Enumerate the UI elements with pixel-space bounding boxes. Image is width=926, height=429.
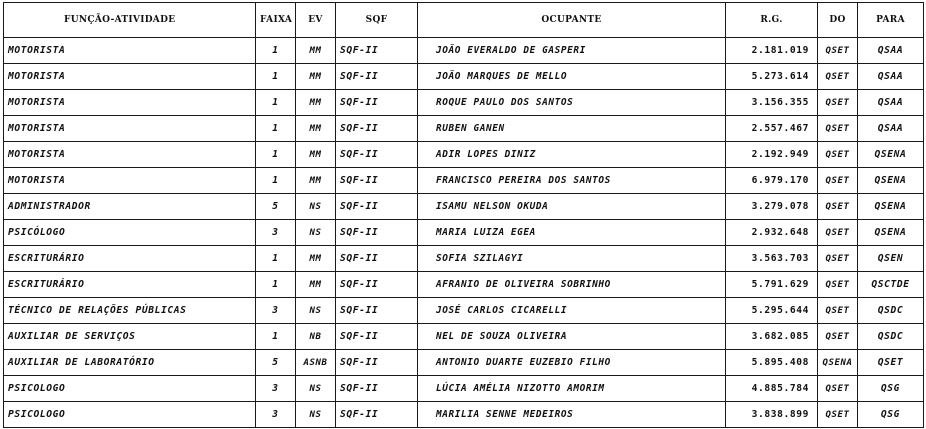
header-faixa: FAIXA bbox=[256, 3, 296, 38]
cell-funcao: PSICÓLOGO bbox=[4, 220, 256, 246]
cell-ev: MM bbox=[296, 168, 336, 194]
cell-sqf: SQF-II bbox=[336, 38, 418, 64]
cell-ocupante: ADIR LOPES DINIZ bbox=[418, 142, 726, 168]
cell-funcao: MOTORISTA bbox=[4, 38, 256, 64]
cell-sqf: SQF-II bbox=[336, 194, 418, 220]
cell-funcao: MOTORISTA bbox=[4, 116, 256, 142]
cell-faixa: 3 bbox=[256, 402, 296, 428]
cell-faixa: 3 bbox=[256, 220, 296, 246]
header-ocupante: OCUPANTE bbox=[418, 3, 726, 38]
cell-sqf: SQF-II bbox=[336, 168, 418, 194]
cell-do: QSET bbox=[818, 402, 858, 428]
cell-rg: 3.682.085 bbox=[726, 324, 818, 350]
table-row bbox=[4, 272, 924, 298]
header-sqf: SQF bbox=[336, 3, 418, 38]
cell-ev: NS bbox=[296, 376, 336, 402]
cell-ev: NS bbox=[296, 402, 336, 428]
cell-funcao: ESCRITURÁRIO bbox=[4, 246, 256, 272]
cell-funcao: ADMINISTRADOR bbox=[4, 194, 256, 220]
cell-ocupante: MARIA LUIZA EGEA bbox=[418, 220, 726, 246]
cell-para: QSENA bbox=[858, 168, 924, 194]
cell-funcao: MOTORISTA bbox=[4, 64, 256, 90]
cell-do: QSET bbox=[818, 272, 858, 298]
table-row bbox=[4, 64, 924, 90]
table-row bbox=[4, 168, 924, 194]
cell-ocupante: AFRANIO DE OLIVEIRA SOBRINHO bbox=[418, 272, 726, 298]
cell-ocupante: LÚCIA AMÉLIA NIZOTTO AMORIM bbox=[418, 376, 726, 402]
cell-funcao: PSICOLOGO bbox=[4, 376, 256, 402]
cell-faixa: 5 bbox=[256, 194, 296, 220]
cell-para: QSENA bbox=[858, 142, 924, 168]
cell-rg: 6.979.170 bbox=[726, 168, 818, 194]
cell-funcao: MOTORISTA bbox=[4, 90, 256, 116]
cell-para: QSG bbox=[858, 402, 924, 428]
cell-ocupante: NEL DE SOUZA OLIVEIRA bbox=[418, 324, 726, 350]
cell-faixa: 1 bbox=[256, 116, 296, 142]
transfer-table bbox=[3, 2, 924, 428]
cell-do: QSET bbox=[818, 194, 858, 220]
cell-ev: MM bbox=[296, 116, 336, 142]
cell-do: QSET bbox=[818, 246, 858, 272]
cell-para: QSAA bbox=[858, 64, 924, 90]
header-ev: EV bbox=[296, 3, 336, 38]
cell-ocupante: RUBEN GANEN bbox=[418, 116, 726, 142]
table-row bbox=[4, 220, 924, 246]
cell-ev: MM bbox=[296, 64, 336, 90]
header-row bbox=[4, 3, 924, 38]
cell-para: QSDC bbox=[858, 324, 924, 350]
cell-ev: ASNB bbox=[296, 350, 336, 376]
cell-para: QSG bbox=[858, 376, 924, 402]
table-body bbox=[4, 38, 924, 428]
cell-ev: NS bbox=[296, 194, 336, 220]
cell-funcao: ESCRITURÁRIO bbox=[4, 272, 256, 298]
cell-faixa: 1 bbox=[256, 246, 296, 272]
table-row bbox=[4, 350, 924, 376]
cell-rg: 2.192.949 bbox=[726, 142, 818, 168]
cell-ocupante: ANTONIO DUARTE EUZEBIO FILHO bbox=[418, 350, 726, 376]
cell-rg: 3.279.078 bbox=[726, 194, 818, 220]
cell-sqf: SQF-II bbox=[336, 64, 418, 90]
cell-faixa: 3 bbox=[256, 376, 296, 402]
cell-do: QSET bbox=[818, 168, 858, 194]
cell-faixa: 1 bbox=[256, 168, 296, 194]
table-row bbox=[4, 298, 924, 324]
cell-rg: 5.273.614 bbox=[726, 64, 818, 90]
cell-para: QSENA bbox=[858, 194, 924, 220]
cell-sqf: SQF-II bbox=[336, 324, 418, 350]
cell-para: QSCTDE bbox=[858, 272, 924, 298]
cell-do: QSET bbox=[818, 324, 858, 350]
cell-faixa: 1 bbox=[256, 38, 296, 64]
table-row bbox=[4, 246, 924, 272]
cell-rg: 3.563.703 bbox=[726, 246, 818, 272]
table-row bbox=[4, 90, 924, 116]
cell-ocupante: JOSÉ CARLOS CICARELLI bbox=[418, 298, 726, 324]
document-sheet bbox=[3, 2, 923, 426]
cell-ev: NS bbox=[296, 220, 336, 246]
cell-do: QSET bbox=[818, 90, 858, 116]
cell-ev: MM bbox=[296, 90, 336, 116]
cell-faixa: 1 bbox=[256, 90, 296, 116]
cell-rg: 4.885.784 bbox=[726, 376, 818, 402]
cell-do: QSET bbox=[818, 376, 858, 402]
table-row bbox=[4, 402, 924, 428]
table-row bbox=[4, 376, 924, 402]
cell-sqf: SQF-II bbox=[336, 90, 418, 116]
cell-ocupante: ROQUE PAULO DOS SANTOS bbox=[418, 90, 726, 116]
cell-ev: NS bbox=[296, 298, 336, 324]
cell-rg: 3.156.355 bbox=[726, 90, 818, 116]
table-row bbox=[4, 116, 924, 142]
cell-para: QSENA bbox=[858, 220, 924, 246]
table-row bbox=[4, 142, 924, 168]
table-row bbox=[4, 324, 924, 350]
cell-rg: 2.932.648 bbox=[726, 220, 818, 246]
cell-rg: 5.895.408 bbox=[726, 350, 818, 376]
cell-rg: 3.838.899 bbox=[726, 402, 818, 428]
cell-sqf: SQF-II bbox=[336, 376, 418, 402]
cell-faixa: 1 bbox=[256, 142, 296, 168]
header-funcao: FUNÇÃO-ATIVIDADE bbox=[4, 3, 256, 38]
cell-funcao: MOTORISTA bbox=[4, 142, 256, 168]
cell-funcao: TÉCNICO DE RELAÇÕES PÚBLICAS bbox=[4, 298, 256, 324]
cell-para: QSET bbox=[858, 350, 924, 376]
cell-sqf: SQF-II bbox=[336, 402, 418, 428]
cell-ev: MM bbox=[296, 246, 336, 272]
cell-para: QSEN bbox=[858, 246, 924, 272]
cell-ev: MM bbox=[296, 38, 336, 64]
cell-faixa: 1 bbox=[256, 64, 296, 90]
cell-para: QSAA bbox=[858, 38, 924, 64]
cell-sqf: SQF-II bbox=[336, 220, 418, 246]
header-rg: R.G. bbox=[726, 3, 818, 38]
cell-ev: NB bbox=[296, 324, 336, 350]
cell-para: QSDC bbox=[858, 298, 924, 324]
cell-ocupante: ISAMU NELSON OKUDA bbox=[418, 194, 726, 220]
cell-rg: 2.181.019 bbox=[726, 38, 818, 64]
header-para: PARA bbox=[858, 3, 924, 38]
cell-funcao: AUXILIAR DE LABORATÓRIO bbox=[4, 350, 256, 376]
cell-ev: MM bbox=[296, 272, 336, 298]
cell-ocupante: FRANCISCO PEREIRA DOS SANTOS bbox=[418, 168, 726, 194]
cell-faixa: 3 bbox=[256, 298, 296, 324]
cell-ocupante: MARILIA SENNE MEDEIROS bbox=[418, 402, 726, 428]
cell-do: QSET bbox=[818, 142, 858, 168]
cell-funcao: AUXILIAR DE SERVIÇOS bbox=[4, 324, 256, 350]
cell-do: QSET bbox=[818, 116, 858, 142]
cell-para: QSAA bbox=[858, 90, 924, 116]
cell-do: QSENA bbox=[818, 350, 858, 376]
table-row bbox=[4, 194, 924, 220]
cell-sqf: SQF-II bbox=[336, 116, 418, 142]
cell-ocupante: JOÃO MARQUES DE MELLO bbox=[418, 64, 726, 90]
cell-faixa: 5 bbox=[256, 350, 296, 376]
cell-sqf: SQF-II bbox=[336, 246, 418, 272]
cell-sqf: SQF-II bbox=[336, 272, 418, 298]
cell-do: QSET bbox=[818, 64, 858, 90]
cell-ev: MM bbox=[296, 142, 336, 168]
cell-rg: 2.557.467 bbox=[726, 116, 818, 142]
header-do: DO bbox=[818, 3, 858, 38]
table-row bbox=[4, 38, 924, 64]
cell-sqf: SQF-II bbox=[336, 142, 418, 168]
cell-funcao: PSICOLOGO bbox=[4, 402, 256, 428]
cell-funcao: MOTORISTA bbox=[4, 168, 256, 194]
cell-faixa: 1 bbox=[256, 272, 296, 298]
cell-sqf: SQF-II bbox=[336, 350, 418, 376]
cell-para: QSAA bbox=[858, 116, 924, 142]
cell-ocupante: JOÃO EVERALDO DE GASPERI bbox=[418, 38, 726, 64]
cell-rg: 5.295.644 bbox=[726, 298, 818, 324]
cell-rg: 5.791.629 bbox=[726, 272, 818, 298]
cell-sqf: SQF-II bbox=[336, 298, 418, 324]
cell-do: QSET bbox=[818, 38, 858, 64]
cell-ocupante: SOFIA SZILAGYI bbox=[418, 246, 726, 272]
cell-do: QSET bbox=[818, 298, 858, 324]
cell-do: QSET bbox=[818, 220, 858, 246]
cell-faixa: 1 bbox=[256, 324, 296, 350]
